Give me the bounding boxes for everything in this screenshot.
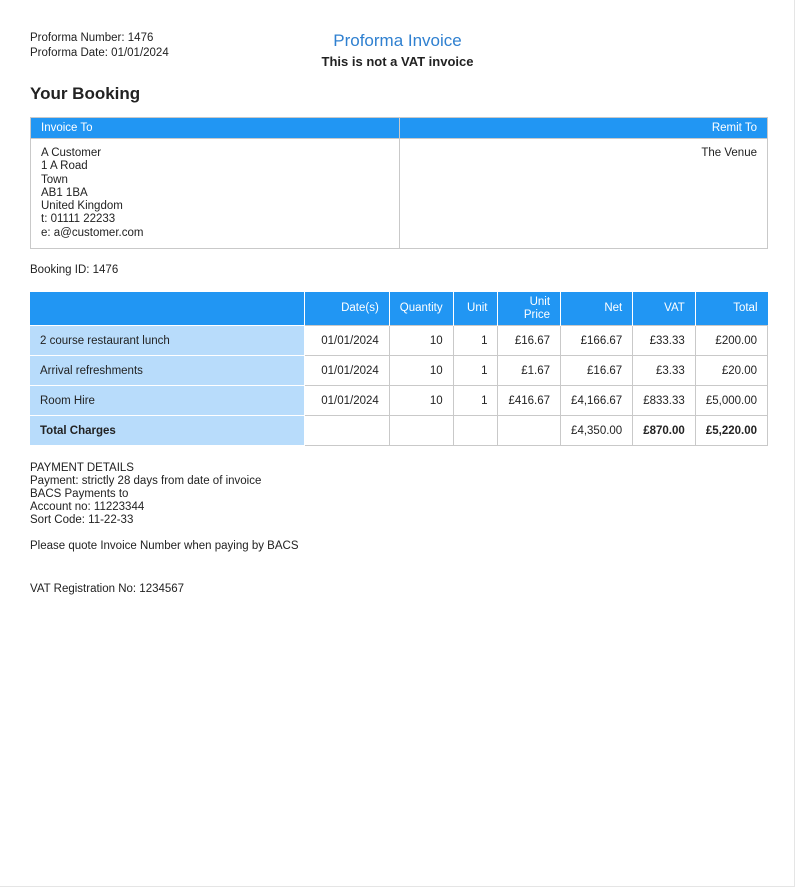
item-vat: £33.33 [633, 326, 696, 356]
total-empty-cell [498, 416, 561, 446]
item-unit-price: £416.67 [498, 386, 561, 416]
invoice-to-header: Invoice To [31, 118, 400, 139]
item-net: £166.67 [561, 326, 633, 356]
item-vat: £3.33 [633, 356, 696, 386]
item-date: 01/01/2024 [305, 326, 390, 356]
address-line: 1 A Road [41, 160, 88, 173]
remit-to-address [400, 139, 768, 249]
sort-code: Sort Code: 11-22-33 [30, 514, 134, 526]
address-line: AB1 1BA [41, 186, 88, 199]
col-header-total: Total [695, 292, 767, 326]
payment-note: Please quote Invoice Number when paying by BACS [30, 540, 299, 552]
col-header-unit-price: Unit Price [498, 292, 561, 326]
address-line: A Customer [41, 147, 102, 159]
payment-details [30, 462, 299, 553]
payment-method: BACS Payments to [30, 488, 129, 500]
col-header-dates: Date(s) [305, 292, 390, 326]
spacer [30, 527, 299, 540]
booking-id: Booking ID: 1476 [30, 264, 119, 276]
proforma-number: Proforma Number: 1476 [30, 32, 154, 44]
item-date: 01/01/2024 [305, 356, 390, 386]
account-number: Account no: 11223344 [30, 501, 145, 513]
total-empty-cell [389, 416, 453, 446]
item-quantity: 10 [389, 326, 453, 356]
invoice-to-address [31, 139, 400, 249]
invoice-title: Proforma Invoice [333, 31, 462, 50]
table-row [30, 326, 768, 356]
address-table [30, 117, 768, 249]
item-unit: 1 [453, 326, 498, 356]
address-email: e: a@customer.com [41, 226, 144, 239]
item-total: £20.00 [695, 356, 767, 386]
address-phone: t: 01111 22233 [41, 213, 116, 226]
address-line: Town [41, 173, 68, 186]
item-description: Room Hire [30, 386, 305, 416]
item-total: £5,000.00 [695, 386, 767, 416]
item-unit: 1 [453, 356, 498, 386]
total-row [30, 416, 768, 446]
invoice-heading [0, 31, 795, 71]
item-unit-price: £16.67 [498, 326, 561, 356]
col-header-unit: Unit [453, 292, 498, 326]
item-quantity: 10 [389, 356, 453, 386]
total-net: £4,350.00 [561, 416, 633, 446]
vat-registration: VAT Registration No: 1234567 [30, 583, 185, 595]
remit-to-header: Remit To [400, 118, 768, 139]
total-vat: £870.00 [633, 416, 696, 446]
item-net: £16.67 [561, 356, 633, 386]
payment-heading: PAYMENT DETAILS [30, 462, 134, 474]
proforma-date: Proforma Date: 01/01/2024 [30, 47, 169, 59]
item-total: £200.00 [695, 326, 767, 356]
charges-table [30, 292, 768, 446]
table-row [30, 386, 768, 416]
item-date: 01/01/2024 [305, 386, 390, 416]
total-total: £5,220.00 [695, 416, 767, 446]
item-unit: 1 [453, 386, 498, 416]
remit-to-name: The Venue [701, 147, 757, 159]
item-unit-price: £1.67 [498, 356, 561, 386]
col-header-net: Net [561, 292, 633, 326]
col-header-vat: VAT [633, 292, 696, 326]
address-line: United Kingdom [41, 200, 123, 213]
col-header-quantity: Quantity [389, 292, 453, 326]
col-header-description [30, 292, 305, 326]
payment-terms: Payment: strictly 28 days from date of invoice [30, 475, 262, 487]
table-header-row [30, 292, 768, 326]
total-label: Total Charges [30, 416, 305, 446]
item-vat: £833.33 [633, 386, 696, 416]
section-title: Your Booking [30, 84, 141, 103]
item-description: 2 course restaurant lunch [30, 326, 305, 356]
item-quantity: 10 [389, 386, 453, 416]
total-empty-cell [453, 416, 498, 446]
table-row [30, 356, 768, 386]
invoice-subtitle: This is not a VAT invoice [321, 54, 474, 69]
item-description: Arrival refreshments [30, 356, 305, 386]
item-net: £4,166.67 [561, 386, 633, 416]
total-empty-cell [305, 416, 390, 446]
